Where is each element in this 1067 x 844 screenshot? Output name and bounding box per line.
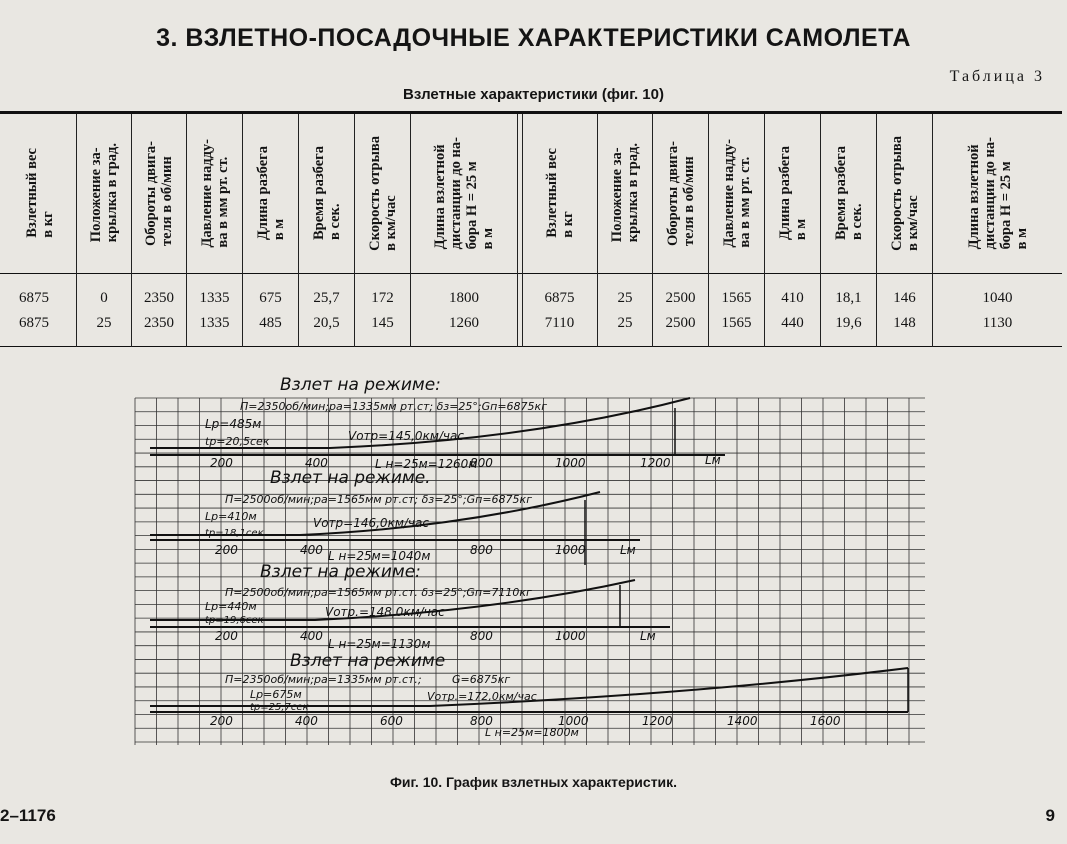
panel-takeoff-distance: L н=25м=1130м bbox=[328, 637, 431, 651]
table-cell: 172 bbox=[371, 290, 394, 306]
axis-tick-label: 1600 bbox=[810, 714, 841, 728]
table-cell: 25,7 bbox=[313, 290, 340, 306]
header-takeoff-distance: Длина взлетной дистанции до на- бора H = 25 м в м bbox=[965, 136, 1030, 250]
header-liftoff-speed: Скорость отрыва в км/час bbox=[888, 135, 921, 251]
panel-run-time: tр=19,6сек bbox=[205, 615, 264, 626]
axis-tick-label: 800 bbox=[470, 456, 493, 470]
axis-tick-label: 1400 bbox=[727, 714, 758, 728]
panel-liftoff-speed: Vотр.=172,0км/час bbox=[427, 690, 537, 703]
header-liftoff-speed: Скорость отрыва в км/час bbox=[366, 135, 399, 251]
panel-params: П=2350об/мин;ра=1335мм рт.ст; δз=25°;Gп=6875кг bbox=[240, 400, 547, 413]
table-cell: 440 bbox=[781, 315, 804, 331]
graph-panel-3 bbox=[150, 562, 670, 651]
header-boost-pressure: Давление надду- ва в мм рт. ст. bbox=[720, 138, 753, 248]
panel-params: П=2500об/мин;ра=1565мм рт.ст. δз=25°;Gп=7110кг bbox=[225, 586, 532, 599]
axis-tick-label: 1000 bbox=[558, 714, 589, 728]
table-cell: 25 bbox=[617, 315, 633, 331]
panel-run-length: Lр=485м bbox=[205, 417, 262, 431]
axis-tick-label: 800 bbox=[470, 629, 493, 643]
table-cell: 2500 bbox=[665, 315, 696, 331]
header-engine-rpm: Обороты двига- теля в об/мин bbox=[143, 140, 175, 246]
axis-unit-label: Lм bbox=[640, 629, 656, 643]
axis-unit-label: Lм bbox=[705, 453, 721, 467]
panel-takeoff-distance: L н=25м=1800м bbox=[485, 726, 579, 739]
table-cell: 18,1 bbox=[835, 290, 862, 306]
table-cell: 25 bbox=[617, 290, 633, 306]
table-cell: 0 bbox=[100, 290, 108, 306]
axis-tick-label: 800 bbox=[470, 543, 493, 557]
table-header-rule bbox=[0, 273, 1062, 274]
axis-tick-label: 400 bbox=[300, 543, 323, 557]
header-takeoff-weight: Взлетный вес в кг bbox=[543, 148, 576, 238]
table-cell: 25 bbox=[96, 315, 112, 331]
table-bottom-rule bbox=[0, 346, 1062, 347]
axis-tick-label: 1200 bbox=[642, 714, 673, 728]
panel-run-length: Lр=675м bbox=[250, 688, 302, 701]
table-cell: 2500 bbox=[665, 290, 696, 306]
panel-run-length: Lр=440м bbox=[205, 600, 257, 613]
axis-tick-label: 400 bbox=[305, 456, 328, 470]
axis-tick-label: 1000 bbox=[555, 543, 586, 557]
axis-tick-label: 1000 bbox=[555, 456, 586, 470]
table-cell: 1260 bbox=[449, 315, 479, 331]
table-cell: 410 bbox=[781, 290, 804, 306]
header-run-length: Длина разбега в м bbox=[254, 145, 287, 241]
table-top-rule bbox=[0, 111, 1062, 114]
table-cell: 1565 bbox=[721, 290, 752, 306]
axis-unit-label: Lм bbox=[620, 543, 636, 557]
panel-run-time: tр=18,1сек bbox=[205, 528, 264, 539]
axis-tick-label: 400 bbox=[295, 714, 318, 728]
table-cell: 1335 bbox=[199, 315, 230, 331]
graph-panel-2 bbox=[150, 468, 640, 565]
panel-takeoff-distance: L н=25м=1260м bbox=[375, 457, 478, 471]
axis-tick-label: 1200 bbox=[640, 456, 671, 470]
axis-tick-label: 200 bbox=[215, 629, 238, 643]
header-run-length: Длина разбега в м bbox=[776, 145, 809, 241]
panel-liftoff-speed: Vотр.=148,0км/час bbox=[325, 605, 445, 619]
table-cell: 1800 bbox=[449, 290, 479, 306]
table-cell: 1335 bbox=[199, 290, 230, 306]
panel-run-length: Lр=410м bbox=[205, 510, 257, 523]
table-cell: 7110 bbox=[544, 315, 575, 331]
axis-tick-label: 1000 bbox=[555, 629, 586, 643]
table-cell: 6875 bbox=[19, 315, 49, 331]
table-cell: 19,6 bbox=[835, 315, 862, 331]
axis-tick-label: 200 bbox=[210, 456, 233, 470]
panel-run-time: tр=20,5сек bbox=[205, 435, 270, 448]
table-cell: 146 bbox=[893, 290, 916, 306]
axis-tick-label: 400 bbox=[300, 629, 323, 643]
table-cell: 148 bbox=[893, 315, 916, 331]
axis-tick-label: 200 bbox=[215, 543, 238, 557]
header-takeoff-distance: Длина взлетной дистанции до на- бора H = 25 м в м bbox=[432, 136, 496, 250]
figure-caption: Фиг. 10. График взлетных характеристик. bbox=[389, 774, 678, 790]
table-cell: 2350 bbox=[144, 315, 174, 331]
table-cell: 485 bbox=[259, 315, 282, 331]
header-run-time: Время разбега в сек. bbox=[310, 146, 343, 240]
chapter-title: 3. ВЗЛЕТНО-ПОСАДОЧНЫЕ ХАРАКТЕРИСТИКИ САМОЛЕТА bbox=[156, 24, 911, 52]
panel-params: П=2350об/мин;ра=1335мм рт.ст.; bbox=[225, 673, 422, 686]
panel-liftoff-speed: Vотр=146,0км/час bbox=[313, 516, 429, 530]
table-cell: 2350 bbox=[144, 290, 174, 306]
table-cell: 20,5 bbox=[313, 315, 340, 331]
panel-title: Взлет на режиме. bbox=[270, 468, 431, 488]
header-takeoff-weight: Взлетный вес в кг bbox=[24, 148, 56, 238]
panel-title: Взлет на режиме: bbox=[280, 375, 441, 395]
table-number: Таблица 3 bbox=[949, 68, 1045, 85]
header-boost-pressure: Давление надду- ва в мм рт. ст. bbox=[198, 138, 231, 248]
header-engine-rpm: Обороты двига- теля в об/мин bbox=[664, 140, 697, 246]
panel-title: Взлет на режиме: bbox=[260, 562, 421, 582]
panel-liftoff-speed: Vотр=145,0км/час bbox=[348, 429, 464, 443]
axis-tick-label: 200 bbox=[210, 714, 233, 728]
table-cell: 1040 bbox=[982, 290, 1013, 306]
page-number: 9 bbox=[1045, 806, 1055, 825]
header-run-time: Время разбега в сек. bbox=[832, 146, 865, 240]
panel-weight: G=6875кг bbox=[452, 673, 511, 686]
header-flap-position: Положение за- крылка в град. bbox=[88, 143, 120, 243]
table-cell: 6875 bbox=[19, 290, 49, 306]
graph-panel-1 bbox=[150, 375, 725, 471]
header-flap-position: Положение за- крылка в град. bbox=[609, 143, 641, 243]
table-cell: 1565 bbox=[721, 315, 752, 331]
axis-tick-label: 600 bbox=[380, 714, 403, 728]
axis-tick-label: 800 bbox=[470, 714, 493, 728]
takeoff-graph-svg bbox=[130, 370, 930, 760]
table-caption: Взлетные характеристики (фиг. 10) bbox=[403, 86, 664, 103]
panel-title: Взлет на режиме bbox=[290, 651, 446, 671]
table-cell: 1130 bbox=[982, 315, 1013, 331]
table-cell: 145 bbox=[371, 315, 394, 331]
panel-params: П=2500об/мин;ра=1565мм рт.ст; δз=25°;Gп=6875кг bbox=[225, 493, 532, 506]
panel-run-time: tр=25,7сек bbox=[250, 702, 309, 713]
panel-takeoff-distance: L н=25м=1040м bbox=[328, 549, 431, 563]
takeoff-graph bbox=[130, 370, 930, 760]
table-cell: 675 bbox=[259, 290, 282, 306]
table-cell: 6875 bbox=[544, 290, 575, 306]
print-code: 2–1176 bbox=[0, 806, 56, 825]
